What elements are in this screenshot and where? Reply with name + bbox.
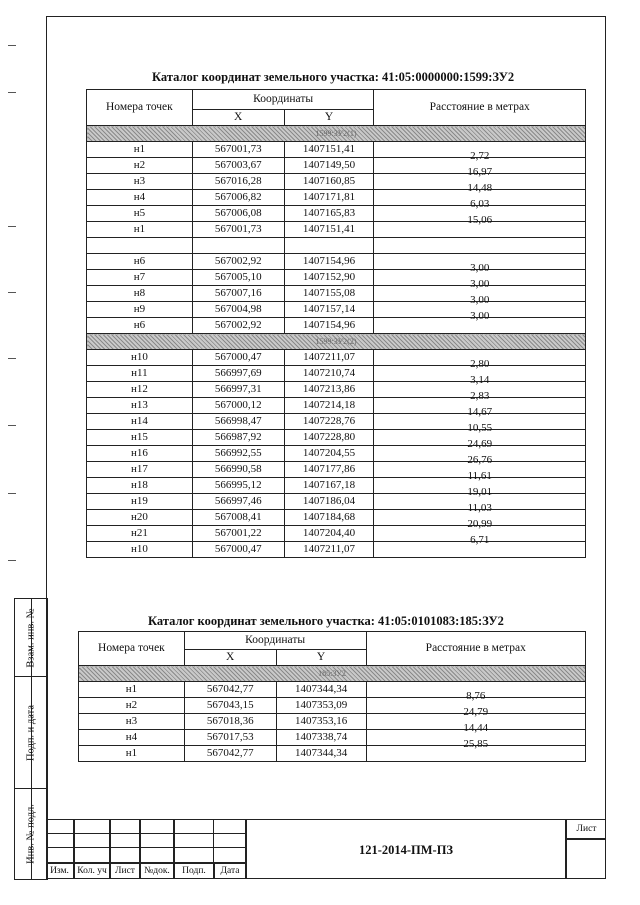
x-coordinate-cell: 566998,47 — [192, 414, 284, 430]
header-distance: Расстояние в метрах — [374, 90, 586, 126]
point-name-cell: н14 — [87, 414, 193, 430]
y-coordinate-cell: 1407151,41 — [284, 222, 374, 238]
distance-cell — [374, 238, 586, 254]
margin-tick — [8, 560, 16, 561]
distance-value: 3,14 — [470, 374, 490, 386]
stamp-label-kol: Кол. уч — [77, 866, 107, 876]
distance-value: 11,03 — [467, 502, 492, 514]
point-name-cell: н17 — [87, 462, 193, 478]
distance-value: 11,61 — [467, 470, 492, 482]
y-coordinate-cell: 1407344,34 — [276, 682, 366, 698]
side-stamp — [14, 598, 48, 880]
point-name-cell: н15 — [87, 430, 193, 446]
y-coordinate-cell: 1407177,86 — [284, 462, 374, 478]
point-name-cell: н2 — [87, 158, 193, 174]
stamp-label-ndok: №док. — [144, 866, 170, 876]
point-name-cell: н12 — [87, 382, 193, 398]
table-row — [87, 270, 586, 286]
table-row — [87, 158, 586, 174]
table-row — [87, 446, 586, 462]
x-coordinate-cell: 566992,55 — [192, 446, 284, 462]
section-label: 185:ЗУ2 — [79, 666, 586, 682]
distance-value: 14,44 — [463, 722, 489, 734]
table-row — [87, 398, 586, 414]
y-coordinate-cell: 1407167,18 — [284, 478, 374, 494]
table-row — [87, 254, 586, 270]
table-row — [87, 174, 586, 190]
x-coordinate-cell: 567000,47 — [192, 350, 284, 366]
distance-value: 2,83 — [470, 390, 490, 402]
side-cell-podp — [15, 677, 47, 789]
x-coordinate-cell: 567003,67 — [192, 158, 284, 174]
x-coordinate-cell: 567043,15 — [184, 698, 276, 714]
table-row — [79, 698, 586, 714]
x-coordinate-cell: 566997,31 — [192, 382, 284, 398]
y-coordinate-cell: 1407186,04 — [284, 494, 374, 510]
y-coordinate-cell: 1407211,07 — [284, 350, 374, 366]
point-name-cell: н6 — [87, 318, 193, 334]
point-name-cell: н1 — [87, 222, 193, 238]
margin-tick — [8, 226, 16, 227]
coordinates-table-1 — [86, 89, 586, 558]
stamp-cell-list — [110, 863, 140, 879]
stamp-label-data: Дата — [220, 866, 240, 876]
header-coords: Координаты — [192, 90, 374, 110]
side-cell-vzam — [15, 599, 47, 677]
y-coordinate-cell — [284, 238, 374, 254]
distance-value: 3,00 — [470, 278, 490, 290]
y-coordinate-cell: 1407152,90 — [284, 270, 374, 286]
x-coordinate-cell: 566987,92 — [192, 430, 284, 446]
point-name-cell: н1 — [87, 142, 193, 158]
y-coordinate-cell: 1407338,74 — [276, 730, 366, 746]
x-coordinate-cell: 567042,77 — [184, 746, 276, 762]
catalog-title-2: Каталог координат земельного участка: 41:05:0101083:185:ЗУ2 — [148, 614, 504, 628]
catalog-title-1: Каталог координат земельного участка: 41:05:0000000:1599:ЗУ2 — [152, 70, 515, 84]
distance-value: 24,69 — [467, 438, 493, 450]
margin-tick — [8, 425, 16, 426]
point-name-cell: н13 — [87, 398, 193, 414]
header-distance: Расстояние в метрах — [366, 632, 586, 666]
distance-value: 14,67 — [467, 406, 493, 418]
x-coordinate-cell: 567008,41 — [192, 510, 284, 526]
header-points: Номера точек — [79, 632, 185, 666]
point-name-cell — [87, 238, 193, 254]
table-row — [79, 682, 586, 698]
x-coordinate-cell: 567002,92 — [192, 254, 284, 270]
stamp-sheet-label-cell — [566, 819, 606, 839]
x-coordinate-cell: 567016,28 — [192, 174, 284, 190]
x-coordinate-cell: 566990,58 — [192, 462, 284, 478]
table-row — [87, 494, 586, 510]
point-name-cell: н9 — [87, 302, 193, 318]
x-coordinate-cell: 567017,53 — [184, 730, 276, 746]
table-row — [87, 414, 586, 430]
header-x: X — [192, 110, 284, 126]
distance-value: 20,99 — [467, 518, 493, 530]
x-coordinate-cell: 567006,08 — [192, 206, 284, 222]
x-coordinate-cell: 567004,98 — [192, 302, 284, 318]
y-coordinate-cell: 1407353,16 — [276, 714, 366, 730]
section-separator-row — [87, 334, 586, 350]
point-name-cell: н4 — [79, 730, 185, 746]
point-name-cell: н6 — [87, 254, 193, 270]
y-coordinate-cell: 1407353,09 — [276, 698, 366, 714]
header-coords: Координаты — [184, 632, 366, 650]
y-coordinate-cell: 1407228,76 — [284, 414, 374, 430]
coordinates-table-2 — [78, 631, 586, 762]
y-coordinate-cell: 1407157,14 — [284, 302, 374, 318]
distance-value: 16,97 — [467, 166, 493, 178]
point-name-cell: н10 — [87, 542, 193, 558]
table-row — [79, 714, 586, 730]
point-name-cell: н4 — [87, 190, 193, 206]
x-coordinate-cell — [192, 238, 284, 254]
stamp-label-podp: Подп. — [182, 866, 206, 876]
distance-value: 6,71 — [470, 534, 490, 546]
stamp-code-cell — [246, 819, 566, 879]
table-row — [87, 222, 586, 238]
table-row — [87, 430, 586, 446]
point-name-cell: н2 — [79, 698, 185, 714]
section-separator-row — [79, 666, 586, 682]
side-cell-inv — [15, 789, 47, 879]
distance-value: 3,00 — [470, 310, 490, 322]
distance-cell — [374, 350, 586, 370]
y-coordinate-cell: 1407154,96 — [284, 254, 374, 270]
x-coordinate-cell: 566995,12 — [192, 478, 284, 494]
table-row — [87, 382, 586, 398]
document-code: 121-2014-ПМ-ПЗ — [358, 843, 454, 857]
header-y: Y — [276, 650, 366, 666]
stamp-label-izm: Изм. — [50, 866, 69, 876]
distance-value: 19,01 — [467, 486, 493, 498]
x-coordinate-cell: 567000,47 — [192, 542, 284, 558]
stamp-cell-data — [214, 863, 246, 879]
table-row — [87, 542, 586, 558]
y-coordinate-cell: 1407210,74 — [284, 366, 374, 382]
point-name-cell: н11 — [87, 366, 193, 382]
stamp-sheet-number-cell — [566, 839, 606, 879]
x-coordinate-cell: 566997,46 — [192, 494, 284, 510]
margin-tick — [8, 493, 16, 494]
title-block — [46, 819, 606, 879]
margin-tick — [8, 358, 16, 359]
stamp-cell-kol — [74, 863, 110, 879]
stamp-grid-row — [46, 833, 246, 848]
point-name-cell: н3 — [79, 714, 185, 730]
distance-value: 3,00 — [470, 294, 490, 306]
y-coordinate-cell: 1407151,41 — [284, 142, 374, 158]
y-coordinate-cell: 1407160,85 — [284, 174, 374, 190]
y-coordinate-cell: 1407184,68 — [284, 510, 374, 526]
table-row — [87, 350, 586, 366]
side-label-vzam: Взам. инв. № — [25, 607, 37, 668]
header-y: Y — [284, 110, 374, 126]
distance-cell — [374, 254, 586, 274]
point-name-cell: н3 — [87, 174, 193, 190]
distance-value: 2,80 — [470, 358, 490, 370]
point-name-cell: н7 — [87, 270, 193, 286]
table-row — [87, 462, 586, 478]
margin-tick — [8, 45, 16, 46]
table-row — [87, 526, 586, 542]
table-row — [87, 142, 586, 158]
blank-row — [87, 238, 586, 254]
section-separator-row — [87, 126, 586, 142]
y-coordinate-cell: 1407149,50 — [284, 158, 374, 174]
header-points: Номера точек — [87, 90, 193, 126]
table-row — [87, 318, 586, 334]
section-label: 1599:ЗУ2(1) — [87, 126, 586, 142]
point-name-cell: н18 — [87, 478, 193, 494]
x-coordinate-cell: 567001,73 — [192, 222, 284, 238]
y-coordinate-cell: 1407344,34 — [276, 746, 366, 762]
x-coordinate-cell: 567000,12 — [192, 398, 284, 414]
y-coordinate-cell: 1407204,55 — [284, 446, 374, 462]
distance-value: 26,76 — [467, 454, 493, 466]
stamp-cell-izm — [46, 863, 74, 879]
margin-tick — [8, 292, 16, 293]
table-row — [87, 286, 586, 302]
point-name-cell: н20 — [87, 510, 193, 526]
x-coordinate-cell: 567006,82 — [192, 190, 284, 206]
stamp-label-list: Лист — [115, 866, 135, 876]
distance-value: 8,76 — [466, 690, 486, 702]
distance-value: 15,06 — [467, 214, 493, 226]
x-coordinate-cell: 567002,92 — [192, 318, 284, 334]
distance-value: 25,85 — [463, 738, 489, 750]
point-name-cell: н21 — [87, 526, 193, 542]
side-label-podp: Подп. и дата — [25, 704, 37, 761]
y-coordinate-cell: 1407171,81 — [284, 190, 374, 206]
distance-value: 6,03 — [470, 198, 490, 210]
table-row — [87, 510, 586, 526]
point-name-cell: н16 — [87, 446, 193, 462]
point-name-cell: н19 — [87, 494, 193, 510]
x-coordinate-cell: 567007,16 — [192, 286, 284, 302]
point-name-cell: н1 — [79, 682, 185, 698]
distance-value: 3,00 — [470, 262, 490, 274]
sheet-label: Лист — [576, 824, 597, 834]
stamp-cell-podp — [174, 863, 214, 879]
y-coordinate-cell: 1407204,40 — [284, 526, 374, 542]
distance-cell — [366, 682, 586, 702]
distance-cell — [374, 142, 586, 162]
table-row — [87, 190, 586, 206]
table-row — [79, 746, 586, 762]
stamp-cell-ndok — [140, 863, 174, 879]
y-coordinate-cell: 1407211,07 — [284, 542, 374, 558]
table-row — [87, 478, 586, 494]
y-coordinate-cell: 1407213,86 — [284, 382, 374, 398]
x-coordinate-cell: 567005,10 — [192, 270, 284, 286]
x-coordinate-cell: 567001,73 — [192, 142, 284, 158]
distance-value: 10,55 — [467, 422, 493, 434]
side-label-inv: Инв. № подл. — [25, 804, 37, 864]
x-coordinate-cell: 567018,36 — [184, 714, 276, 730]
margin-tick — [8, 92, 16, 93]
header-x: X — [184, 650, 276, 666]
table-row — [87, 366, 586, 382]
x-coordinate-cell: 567001,22 — [192, 526, 284, 542]
y-coordinate-cell: 1407228,80 — [284, 430, 374, 446]
distance-value: 14,48 — [467, 182, 493, 194]
y-coordinate-cell: 1407214,18 — [284, 398, 374, 414]
y-coordinate-cell: 1407154,96 — [284, 318, 374, 334]
y-coordinate-cell: 1407165,83 — [284, 206, 374, 222]
x-coordinate-cell: 567042,77 — [184, 682, 276, 698]
x-coordinate-cell: 566997,69 — [192, 366, 284, 382]
table-row — [87, 302, 586, 318]
table-row — [87, 206, 586, 222]
point-name-cell: н5 — [87, 206, 193, 222]
point-name-cell: н1 — [79, 746, 185, 762]
table-row — [79, 730, 586, 746]
point-name-cell: н10 — [87, 350, 193, 366]
y-coordinate-cell: 1407155,08 — [284, 286, 374, 302]
section-label: 1599:ЗУ2(2) — [87, 334, 586, 350]
distance-value: 24,79 — [463, 706, 489, 718]
distance-value: 2,72 — [470, 150, 490, 162]
point-name-cell: н8 — [87, 286, 193, 302]
